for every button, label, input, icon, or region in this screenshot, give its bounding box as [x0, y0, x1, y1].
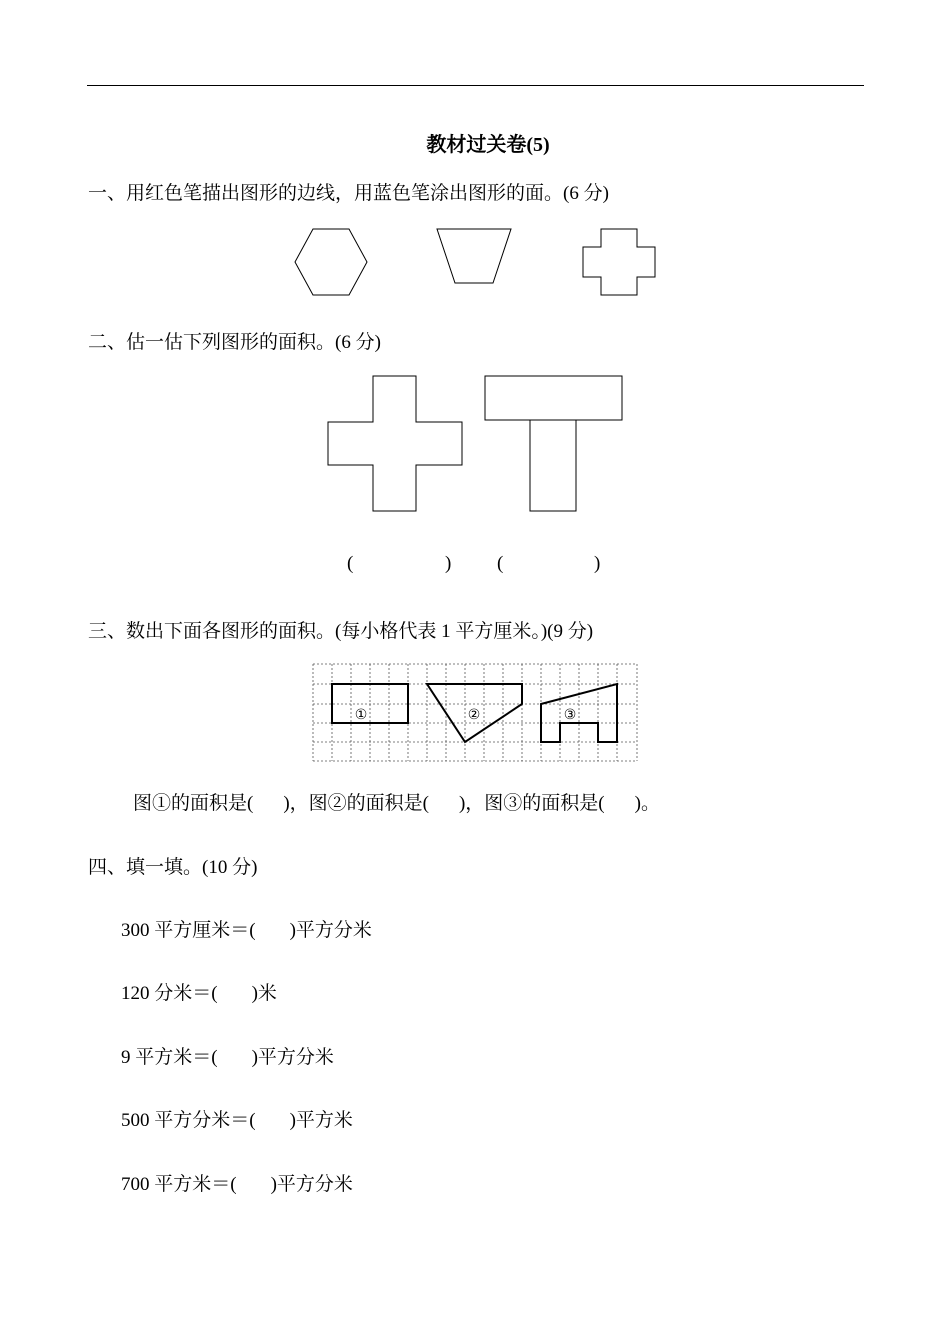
- q4-item-1-right: )平方分米: [289, 920, 372, 941]
- q2-answer-2-close: ): [594, 553, 601, 574]
- q3-answer-line: [133, 788, 660, 815]
- q4-item-5: [121, 1169, 353, 1196]
- question-2: 二、估一估下列图形的面积。(6 分): [88, 332, 381, 353]
- figure-1-label: ①: [354, 707, 368, 723]
- q4-item-1-left: 300 平方厘米＝(: [121, 920, 256, 941]
- q4-item-4-right: )平方米: [289, 1110, 353, 1131]
- q4-item-3-right: )平方分米: [251, 1047, 334, 1068]
- q2-answer-1-close: ): [445, 553, 452, 574]
- q2-answer-2-open: (: [497, 553, 504, 574]
- page-title: 教材过关卷(5): [426, 134, 550, 156]
- q4-item-5-right: )平方分米: [270, 1174, 353, 1195]
- q4-item-1: [121, 915, 372, 942]
- q4-item-3: [121, 1042, 334, 1069]
- figure-3-label: ③: [563, 707, 577, 723]
- q4-item-5-left: 700 平方米＝(: [121, 1174, 237, 1195]
- question-4: 四、填一填。(10 分): [88, 857, 258, 878]
- question-3: 三、数出下面各图形的面积。(每小格代表 1 平方厘米。)(9 分): [88, 621, 594, 642]
- q2-answer-1-open: (: [347, 553, 354, 574]
- q4-item-4: [121, 1105, 353, 1132]
- q3-answer-3-label: )，图③的面积是(: [458, 793, 605, 814]
- q4-item-3-left: 9 平方米＝(: [121, 1047, 218, 1068]
- q4-item-2-right: )米: [251, 983, 277, 1004]
- q3-answer-2-label: )，图②的面积是(: [283, 793, 429, 814]
- q4-item-2: [121, 978, 277, 1005]
- q4-item-4-left: 500 平方分米＝(: [121, 1110, 256, 1131]
- question-1: 一、用红色笔描出图形的边线，用蓝色笔涂出图形的面。(6 分): [88, 183, 609, 204]
- figure-2-label: ②: [467, 707, 481, 723]
- q3-answer-1-label: 图①的面积是(: [133, 793, 254, 814]
- q4-item-2-left: 120 分米＝(: [121, 983, 218, 1004]
- q3-answer-end: )。: [634, 793, 660, 814]
